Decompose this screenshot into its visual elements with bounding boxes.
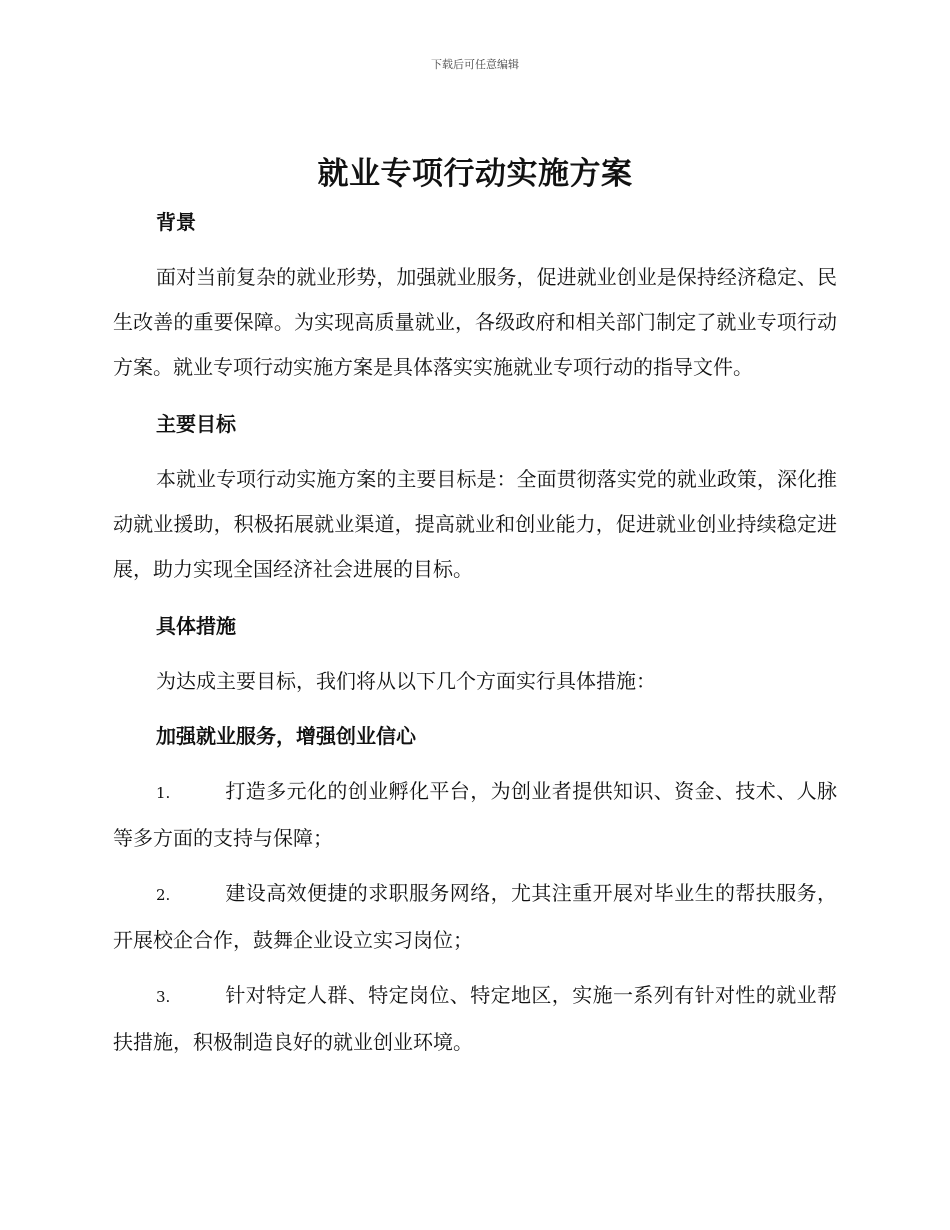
list-item-number: 2.	[156, 886, 171, 904]
measures-subheading: 加强就业服务，增强创业信心	[156, 724, 416, 748]
background-paragraph: 面对当前复杂的就业形势，加强就业服务，促进就业创业是保持经济稳定、民生改善的重要保障。为实现高质量就业，各级政府和相关部门制定了就业专项行动方案。就业专项行动实施方案是具体落实实施就业专项行动的指导文件。	[113, 265, 837, 379]
section-heading-background: 背景	[156, 210, 196, 234]
header-note: 下载后可任意编辑	[431, 58, 519, 71]
list-item-number: 3.	[156, 988, 171, 1006]
list-item-number: 1.	[156, 784, 171, 802]
list-item	[113, 973, 837, 1065]
section-heading-measures: 具体措施	[156, 614, 236, 638]
section-heading-goals: 主要目标	[156, 412, 236, 436]
document-body	[113, 200, 837, 1065]
list-item-text: 建设高效便捷的求职服务网络，尤其注重开展对毕业生的帮扶服务，开展校企合作，鼓舞企业设立实习岗位；	[113, 881, 837, 952]
list-item-text: 打造多元化的创业孵化平台，为创业者提供知识、资金、技术、人脉等多方面的支持与保障；	[113, 779, 837, 850]
list-item-text: 针对特定人群、特定岗位、特定地区，实施一系列有针对性的就业帮扶措施，积极制造良好的就业创业环境。	[113, 983, 837, 1054]
document-title: 就业专项行动实施方案	[317, 156, 633, 192]
list-item	[113, 769, 837, 861]
measures-intro: 为达成主要目标，我们将从以下几个方面实行具体措施：	[156, 669, 656, 693]
list-item	[113, 871, 837, 963]
goals-paragraph: 本就业专项行动实施方案的主要目标是：全面贯彻落实党的就业政策，深化推动就业援助，积极拓展就业渠道，提高就业和创业能力，促进就业创业持续稳定进展，助力实现全国经济社会进展的目标。	[113, 467, 837, 581]
